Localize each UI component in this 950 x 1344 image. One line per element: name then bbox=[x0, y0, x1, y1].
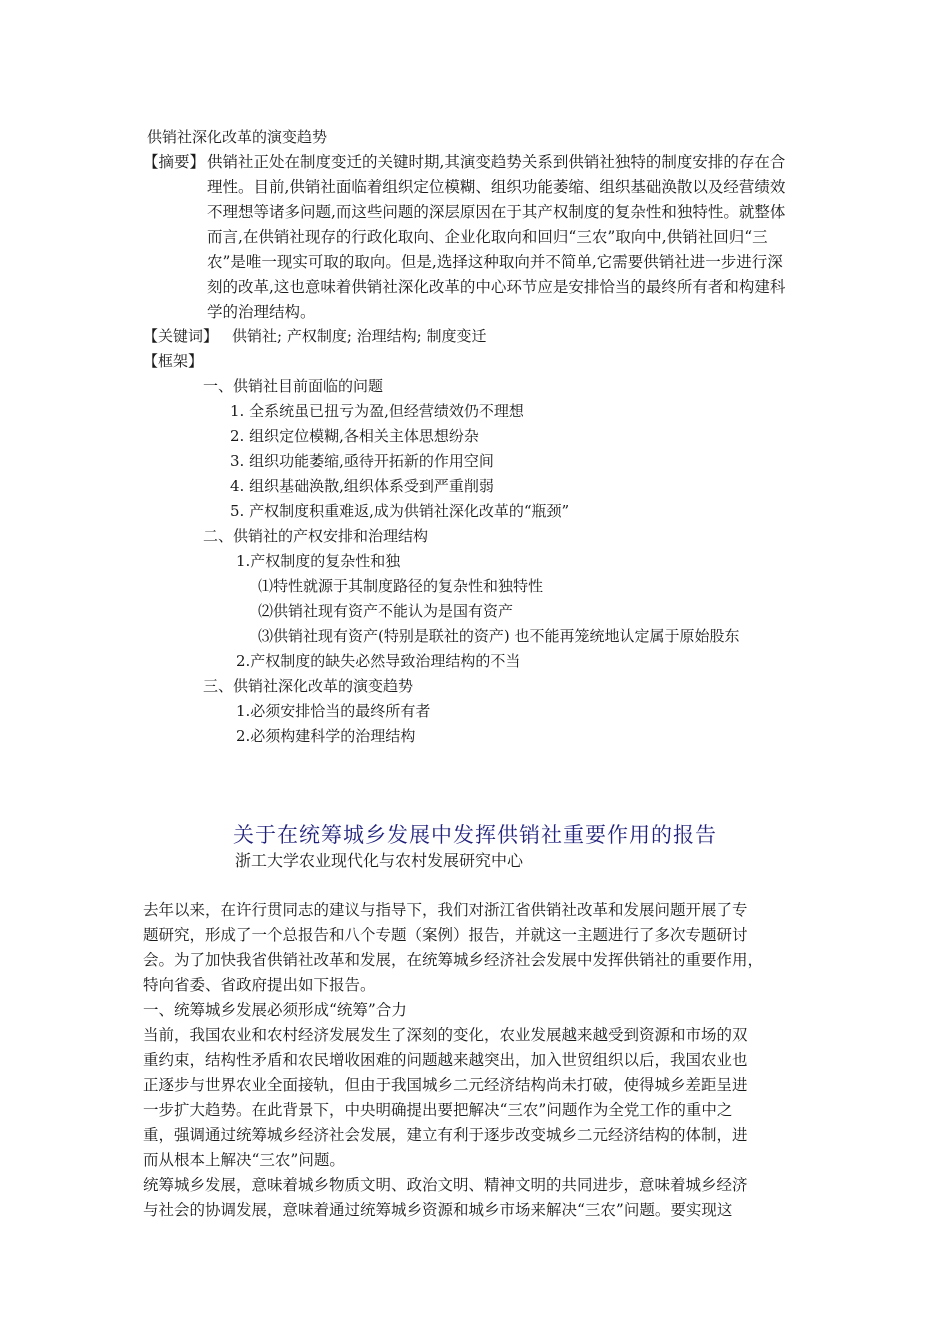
framework-subitem: ⑶供销社现有资产(特别是联社的资产) 也不能再笼统地认定属于原始股东 bbox=[258, 627, 740, 645]
body-line: 重约束，结构性矛盾和农民增收困难的问题越来越突出，加入世贸组织以后，我国农业也 bbox=[143, 1051, 748, 1069]
body-line: 题研究，形成了一个总报告和八个专题（案例）报告，并就这一主题进行了多次专题研讨 bbox=[143, 926, 748, 944]
body-line: 特向省委、省政府提出如下报告。 bbox=[143, 976, 376, 994]
abstract-line: 而言,在供销社现存的行政化取向、企业化取向和回归“三农”取向中,供销社回归“三 bbox=[207, 228, 768, 246]
section-heading: 一、统筹城乡发展必须形成“统筹”合力 bbox=[143, 1001, 407, 1019]
document-title: 供销社深化改革的演变趋势 bbox=[147, 128, 328, 146]
body-line: 当前，我国农业和农村经济发展发生了深刻的变化，农业发展越来越受到资源和市场的双 bbox=[143, 1026, 748, 1044]
abstract-line: 理性。目前,供销社面临着组织定位模糊、组织功能萎缩、组织基础涣散以及经营绩效 bbox=[207, 178, 786, 196]
framework-heading: 二、供销社的产权安排和治理结构 bbox=[203, 527, 429, 545]
abstract-label: 【摘要】 bbox=[143, 153, 206, 171]
framework-label: 【框架】 bbox=[143, 352, 204, 370]
body-line: 一步扩大趋势。在此背景下，中央明确提出要把解决“三农”问题作为全党工作的重中之 bbox=[143, 1101, 733, 1119]
framework-item: 1. 全系统虽已扭亏为盈,但经营绩效仍不理想 bbox=[230, 402, 524, 420]
framework-heading: 一、供销社目前面临的问题 bbox=[203, 377, 384, 395]
abstract-line: 农”是唯一现实可取的取向。但是,选择这种取向并不简单,它需要供销社进一步进行深 bbox=[207, 253, 783, 271]
abstract-line: 供销社正处在制度变迁的关键时期,其演变趋势关系到供销社独特的制度安排的存在合 bbox=[207, 153, 786, 171]
keywords-text: 供销社; 产权制度; 治理结构; 制度变迁 bbox=[232, 327, 487, 345]
body-line: 去年以来，在许行贯同志的建议与指导下，我们对浙江省供销社改革和发展问题开展了专 bbox=[143, 901, 748, 919]
abstract-line: 学的治理结构。 bbox=[207, 303, 316, 321]
framework-item: 3. 组织功能萎缩,亟待开拓新的作用空间 bbox=[230, 452, 494, 470]
keywords-row bbox=[143, 324, 486, 349]
abstract-line: 刻的改革,这也意味着供销社深化改革的中心环节应是安排恰当的最终所有者和构建科 bbox=[207, 278, 786, 296]
body-line: 正逐步与世界农业全面接轨，但由于我国城乡二元经济结构尚未打破，使得城乡差距呈进 bbox=[143, 1076, 748, 1094]
body-line: 统筹城乡发展，意味着城乡物质文明、政治文明、精神文明的共同进步，意味着城乡经济 bbox=[143, 1176, 748, 1194]
keywords-label: 【关键词】 bbox=[143, 327, 219, 345]
report-title: 关于在统筹城乡发展中发挥供销社重要作用的报告 bbox=[233, 823, 717, 847]
framework-item: 2. 组织定位模糊,各相关主体思想纷杂 bbox=[230, 427, 479, 445]
body-line: 会。为了加快我省供销社改革和发展，在统筹城乡经济社会发展中发挥供销社的重要作用， bbox=[143, 951, 764, 969]
framework-item: 5. 产权制度积重难返,成为供销社深化改革的“瓶颈” bbox=[230, 502, 570, 520]
framework-item: 2.必须构建科学的治理结构 bbox=[236, 727, 416, 745]
body-line: 与社会的协调发展，意味着通过统筹城乡资源和城乡市场来解决“三农”问题。要实现这 bbox=[143, 1201, 733, 1219]
framework-item: 4. 组织基础涣散,组织体系受到严重削弱 bbox=[230, 477, 494, 495]
body-line: 重，强调通过统筹城乡经济社会发展，建立有利于逐步改变城乡二元经济结构的体制，进 bbox=[143, 1126, 748, 1144]
abstract-line: 不理想等诸多问题,而这些问题的深层原因在于其产权制度的复杂性和独特性。就整体 bbox=[207, 203, 786, 221]
framework-item: 2.产权制度的缺失必然导致治理结构的不当 bbox=[236, 652, 521, 670]
framework-heading: 三、供销社深化改革的演变趋势 bbox=[203, 677, 414, 695]
framework-item: 1.必须安排恰当的最终所有者 bbox=[236, 702, 431, 720]
body-line: 而从根本上解决“三农”问题。 bbox=[143, 1151, 345, 1169]
report-author: 浙工大学农业现代化与农村发展研究中心 bbox=[235, 851, 524, 870]
framework-subitem: ⑵供销社现有资产不能认为是国有资产 bbox=[258, 602, 514, 620]
framework-subitem: ⑴特性就源于其制度路径的复杂性和独特性 bbox=[258, 577, 544, 595]
framework-item: 1.产权制度的复杂性和独 bbox=[236, 552, 401, 570]
